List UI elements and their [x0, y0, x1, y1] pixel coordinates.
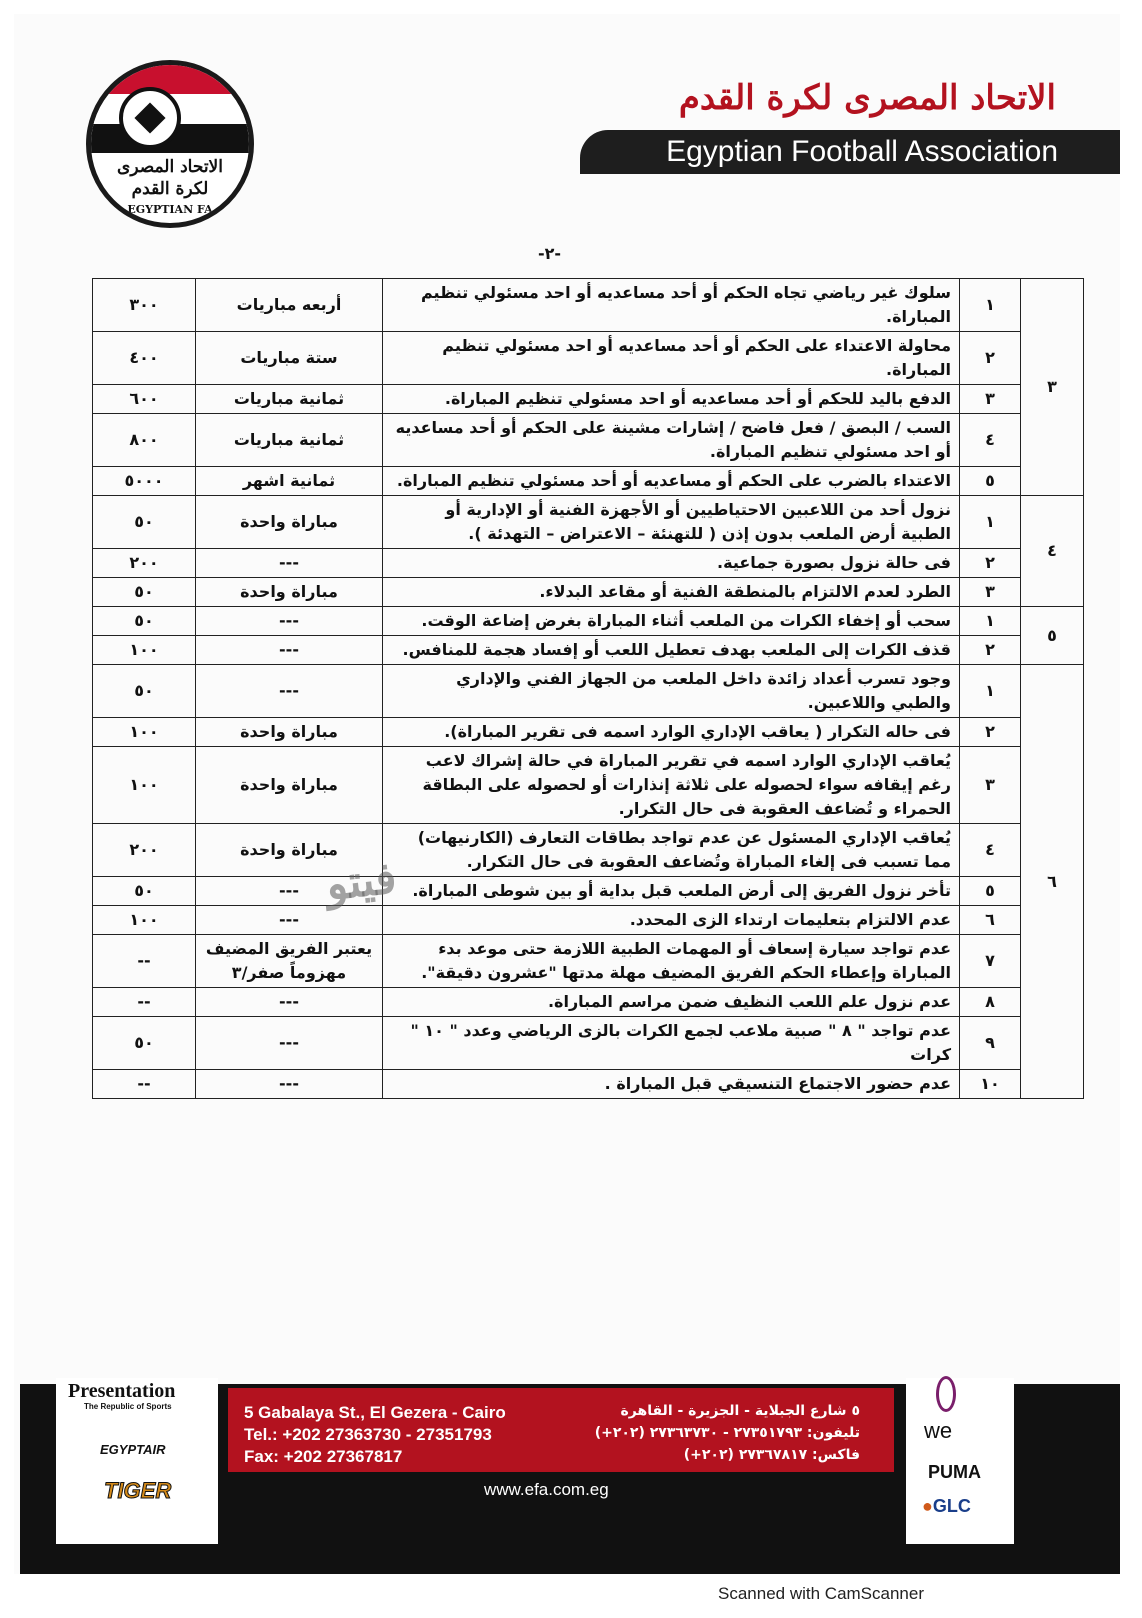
watermark: فيتو — [323, 852, 399, 911]
penalty-cell: أربعه مباريات — [196, 279, 383, 332]
item-number-cell: ١ — [960, 496, 1021, 549]
fine-cell: ٥٠٠٠ — [93, 467, 196, 496]
penalty-cell: ستة مباريات — [196, 332, 383, 385]
penalty-cell: ثمانية مباريات — [196, 414, 383, 467]
table-row — [93, 877, 1084, 906]
table-row — [93, 549, 1084, 578]
penalties-table — [92, 278, 1084, 1099]
penalty-cell: مباراة واحدة — [196, 496, 383, 549]
penalty-cell: مباراة واحدة — [196, 747, 383, 824]
item-number-cell: ١ — [960, 279, 1021, 332]
table-row — [93, 665, 1084, 718]
item-number-cell: ٤ — [960, 414, 1021, 467]
penalty-cell: ثمانية مباريات — [196, 385, 383, 414]
logo-text-1: الاتحاد المصرى — [117, 157, 223, 177]
table-row — [93, 636, 1084, 665]
table-row — [93, 279, 1084, 332]
table-row — [93, 496, 1084, 549]
we-logo-icon — [936, 1376, 956, 1412]
violation-cell: عدم الالتزام بتعليمات ارتداء الزى المحدد. — [383, 906, 960, 935]
logo-text-2: لكرة القدم — [131, 179, 209, 199]
table-row — [93, 578, 1084, 607]
violation-cell: عدم تواجد سيارة إسعاف أو المهمات الطبية اللازمة حتى موعد بدء المباراة وإعطاء الحكم الفريق المضيف مهلة مدتها "عشرون دقيقة". — [383, 935, 960, 988]
fine-cell: ٥٠ — [93, 665, 196, 718]
address-english — [244, 1402, 506, 1468]
fine-cell: ٥٠ — [93, 607, 196, 636]
table-row — [93, 718, 1084, 747]
penalty-cell: --- — [196, 877, 383, 906]
fine-cell: ٥٠ — [93, 578, 196, 607]
penalty-cell: --- — [196, 549, 383, 578]
title-english: Egyptian Football Association — [666, 135, 1058, 168]
table-row — [93, 607, 1084, 636]
item-number-cell: ٢ — [960, 636, 1021, 665]
table-row — [93, 414, 1084, 467]
efa-logo — [86, 60, 254, 228]
violation-cell: الطرد لعدم الالتزام بالمنطقة الفنية أو مقاعد البدلاء. — [383, 578, 960, 607]
phone-ar-line: تليفون: ٢٧٣٥١٧٩٣ - ٢٧٣٦٣٧٣٠ (٢٠٢+) — [594, 1425, 860, 1441]
table-row — [93, 385, 1084, 414]
fine-cell: ١٠٠ — [93, 636, 196, 665]
table-row — [93, 1017, 1084, 1070]
item-number-cell: ٧ — [960, 935, 1021, 988]
page-number: -٢- — [538, 244, 562, 263]
football-icon — [119, 87, 181, 149]
violation-cell: عدم نزول علم اللعب النظيف ضمن مراسم المباراة. — [383, 988, 960, 1017]
fine-cell: -- — [93, 988, 196, 1017]
fine-cell: ٦٠٠ — [93, 385, 196, 414]
fine-cell: ٥٠ — [93, 877, 196, 906]
group-number-cell: ٦ — [1021, 665, 1084, 1099]
penalty-cell: --- — [196, 636, 383, 665]
violation-cell: الدفع باليد للحكم أو أحد مساعديه أو احد مسئولي تنظيم المباراة. — [383, 385, 960, 414]
group-number-cell: ٣ — [1021, 279, 1084, 496]
fine-cell: ٥٠ — [93, 1017, 196, 1070]
sponsor-presentation-tagline: The Republic of Sports — [84, 1402, 172, 1411]
penalty-cell: مباراة واحدة — [196, 718, 383, 747]
item-number-cell: ٣ — [960, 578, 1021, 607]
item-number-cell: ٤ — [960, 824, 1021, 877]
title-arabic: الاتحاد المصرى لكرة القدم — [678, 78, 1056, 118]
penalty-cell: ثمانية اشهر — [196, 467, 383, 496]
item-number-cell: ٨ — [960, 988, 1021, 1017]
sponsor-tiger: TIGER — [104, 1478, 172, 1503]
violation-cell: وجود تسرب أعداد زائدة داخل الملعب من الجهاز الفني والإداري والطبي واللاعبين. — [383, 665, 960, 718]
sponsor-glc-label: GLC — [932, 1496, 971, 1516]
violation-cell: تأخر نزول الفريق إلى أرض الملعب قبل بداية أو بين شوطى المباراة. — [383, 877, 960, 906]
group-number-cell: ٥ — [1021, 607, 1084, 665]
fine-cell: ٣٠٠ — [93, 279, 196, 332]
sponsor-puma: PUMA — [928, 1462, 981, 1482]
item-number-cell: ٩ — [960, 1017, 1021, 1070]
group-number-cell: ٤ — [1021, 496, 1084, 607]
address-line-1: 5 Gabalaya St., El Gezera - Cairo — [244, 1403, 506, 1422]
logo-text-3: EGYPTIAN FA — [127, 203, 213, 216]
penalty-cell: --- — [196, 665, 383, 718]
item-number-cell: ٥ — [960, 467, 1021, 496]
penalty-cell: --- — [196, 607, 383, 636]
item-number-cell: ٣ — [960, 385, 1021, 414]
penalty-cell: --- — [196, 988, 383, 1017]
fine-cell: -- — [93, 935, 196, 988]
violation-cell: فى حالة نزول بصورة جماعية. — [383, 549, 960, 578]
sponsor-egyptair: EGYPTAIR — [100, 1442, 166, 1457]
fine-cell: -- — [93, 1070, 196, 1099]
table-row — [93, 906, 1084, 935]
sponsor-we: we — [924, 1418, 953, 1443]
table-row — [93, 935, 1084, 988]
violation-cell: نزول أحد من اللاعبين الاحتياطيين أو الأجهزة الفنية أو الإدارية أو الطبية أرض الملعب بدون إذن ( للتهنئة – الاعتراض – التهدئة ). — [383, 496, 960, 549]
item-number-cell: ٢ — [960, 718, 1021, 747]
penalty-cell: مباراة واحدة — [196, 578, 383, 607]
violation-cell: محاولة الاعتداء على الحكم أو أحد مساعديه أو احد مسئولي تنظيم المباراة. — [383, 332, 960, 385]
table-row — [93, 988, 1084, 1017]
fine-cell: ٥٠ — [93, 496, 196, 549]
fine-cell: ٢٠٠ — [93, 549, 196, 578]
scanner-note: Scanned with CamScanner — [718, 1584, 925, 1603]
penalty-cell: مباراة واحدة — [196, 824, 383, 877]
violation-cell: عدم تواجد " ٨ " صبية ملاعب لجمع الكرات بالزى الرياضي وعدد " ١٠ " كرات — [383, 1017, 960, 1070]
item-number-cell: ١ — [960, 665, 1021, 718]
table-row — [93, 332, 1084, 385]
violation-cell: سلوك غير رياضي تجاه الحكم أو أحد مساعديه أو احد مسئولي تنظيم المباراة. — [383, 279, 960, 332]
fine-cell: ٢٠٠ — [93, 824, 196, 877]
violation-cell: سحب أو إخفاء الكرات من الملعب أثناء المباراة بغرض إضاعة الوقت. — [383, 607, 960, 636]
item-number-cell: ٥ — [960, 877, 1021, 906]
table-row — [93, 747, 1084, 824]
fine-cell: ١٠٠ — [93, 906, 196, 935]
phone-line: Tel.: +202 27363730 - 27351793 — [244, 1425, 492, 1444]
fine-cell: ١٠٠ — [93, 747, 196, 824]
item-number-cell: ٦ — [960, 906, 1021, 935]
fine-cell: ٨٠٠ — [93, 414, 196, 467]
penalty-cell: --- — [196, 1017, 383, 1070]
item-number-cell: ١ — [960, 607, 1021, 636]
item-number-cell: ٣ — [960, 747, 1021, 824]
fine-cell: ٤٠٠ — [93, 332, 196, 385]
violation-cell: عدم حضور الاجتماع التنسيقي قبل المباراة . — [383, 1070, 960, 1099]
penalty-cell: --- — [196, 906, 383, 935]
fine-cell: ١٠٠ — [93, 718, 196, 747]
violation-cell: الاعتداء بالضرب على الحكم أو مساعديه أو أحد مسئولي تنظيم المباراة. — [383, 467, 960, 496]
website-link[interactable]: www.efa.com.eg — [484, 1480, 609, 1499]
violation-cell: يُعاقب الإداري المسئول عن عدم تواجد بطاقات التعارف (الكارنيهات) مما تسبب فى إلغاء المباراة وتُضاعف العقوبة فى حال التكرار. — [383, 824, 960, 877]
violation-cell: قذف الكرات إلى الملعب بهدف تعطيل اللعب أو إفساد هجمة للمنافس. — [383, 636, 960, 665]
address-ar-line-1: ٥ شارع الجبلاية - الجزيرة - القاهرة — [620, 1403, 860, 1419]
item-number-cell: ٢ — [960, 549, 1021, 578]
penalty-cell: --- — [196, 1070, 383, 1099]
violation-cell: يُعاقب الإداري الوارد اسمه في تقرير المباراة في حالة إشراك لاعب رغم إيقافه سواء لحصوله على ثلاثة إنذارات أو لحصوله على البطاقة الحمراء و تُضاعف العقوبة فى حال التكرار. — [383, 747, 960, 824]
penalty-cell: يعتبر الفريق المضيف مهزوماً صفر/٣ — [196, 935, 383, 988]
violation-cell: السب / البصق / فعل فاضح / إشارات مشينة على الحكم أو أحد مساعديه أو احد مسئولي تنظيم المباراة. — [383, 414, 960, 467]
fax-line: Fax: +202 27367817 — [244, 1447, 403, 1466]
fax-ar-line: فاكس: ٢٧٣٦٧٨١٧ (٢٠٢+) — [683, 1447, 860, 1463]
table-row — [93, 1070, 1084, 1099]
glc-dot-icon: ● — [922, 1496, 933, 1516]
sponsor-glc — [922, 1496, 971, 1517]
address-arabic — [540, 1400, 860, 1466]
table-row — [93, 824, 1084, 877]
violation-cell: فى حاله التكرار ( يعاقب الإداري الوارد اسمه فى تقرير المباراة). — [383, 718, 960, 747]
item-number-cell: ١٠ — [960, 1070, 1021, 1099]
item-number-cell: ٢ — [960, 332, 1021, 385]
table-row — [93, 467, 1084, 496]
footer-right-sponsors — [906, 1378, 1014, 1544]
sponsor-presentation: Presentation — [68, 1380, 176, 1402]
